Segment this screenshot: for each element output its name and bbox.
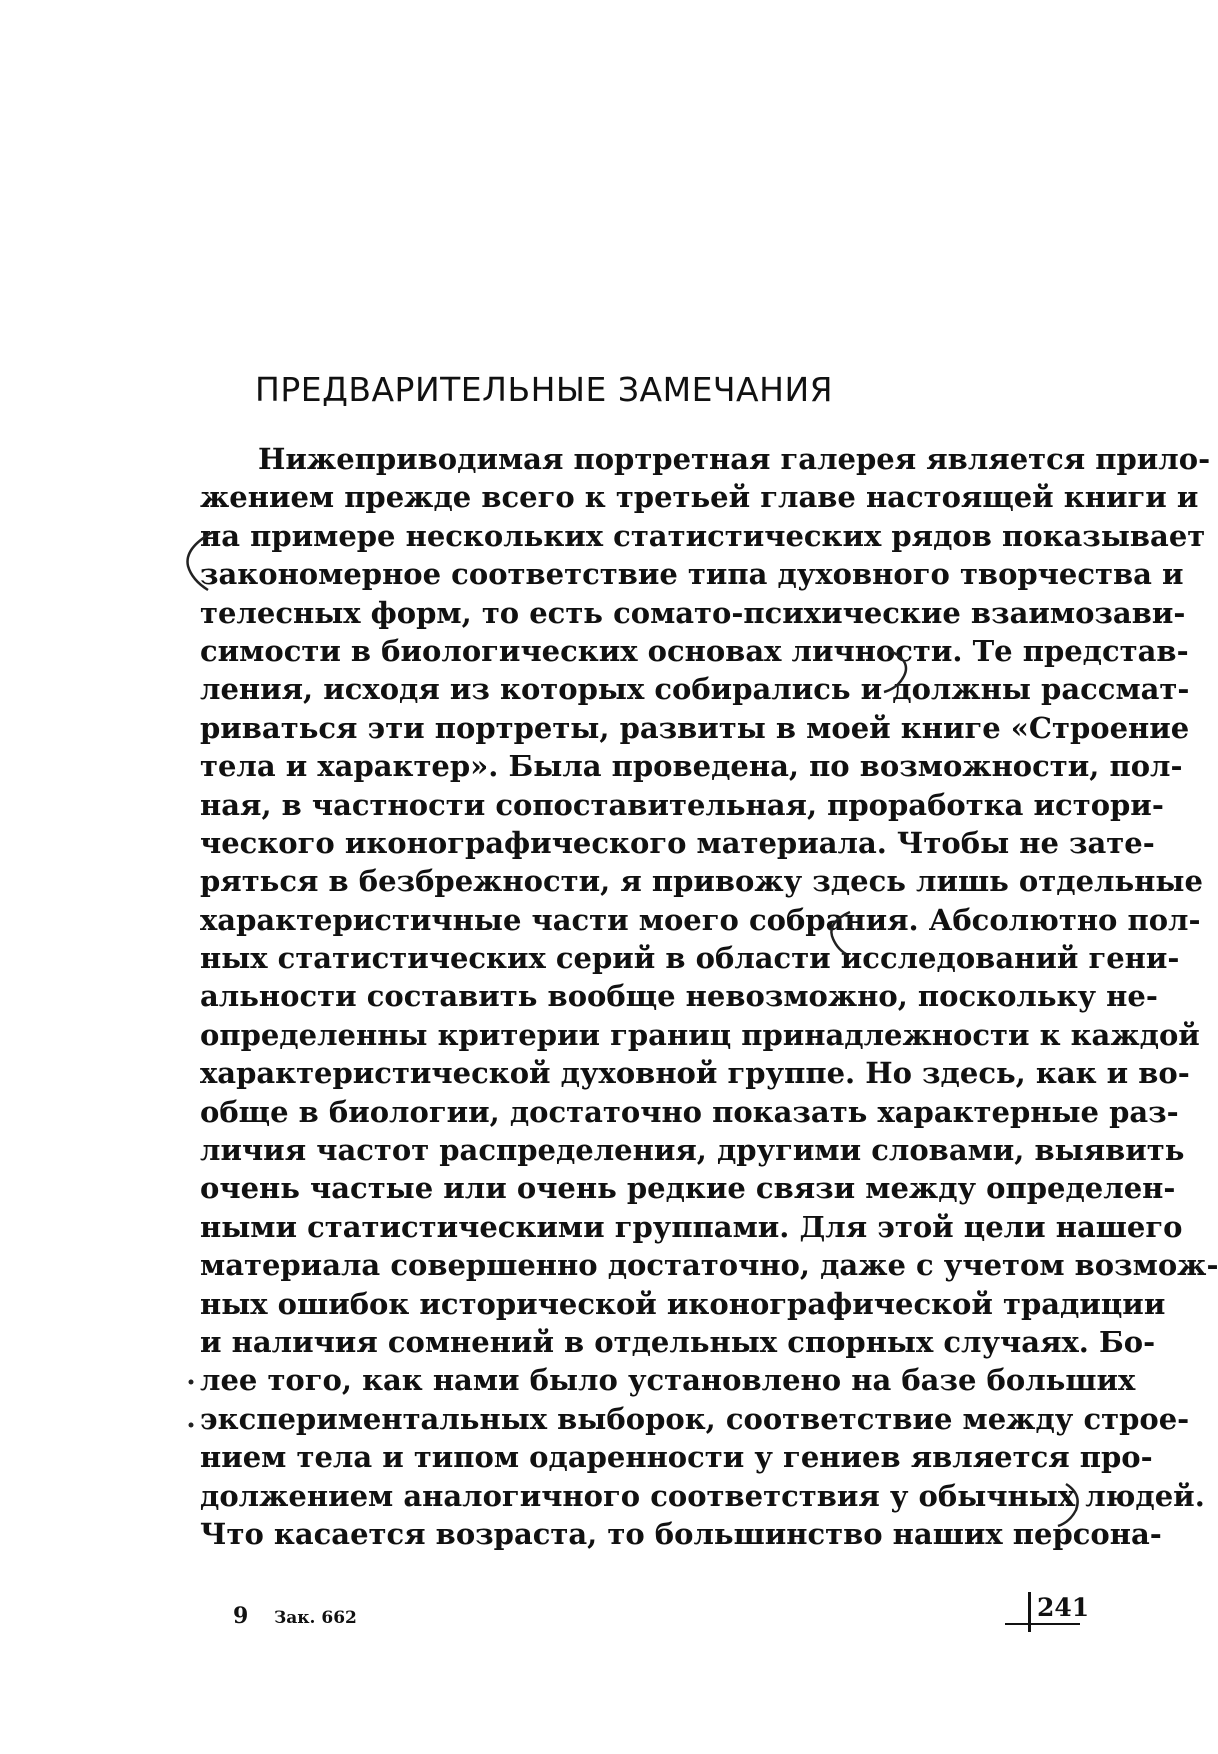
- text-line: телесных форм, то есть сомато-психические взаимозави-: [200, 595, 1186, 630]
- page-number-underline: [1005, 1623, 1080, 1625]
- text-line: альности составить вообще невозможно, поскольку не-: [200, 979, 1158, 1014]
- text-line: нием тела и типом одаренности у гениев является про-: [200, 1440, 1153, 1475]
- text-line: риваться эти портреты, развиты в моей книге «Строение: [200, 710, 1190, 745]
- text-line: ных ошибок исторической иконографической традиции: [200, 1286, 1166, 1321]
- text-line: характеристичные части моего собрания. Абсолютно пол-: [200, 902, 1201, 937]
- text-line: на примере нескольких статистических рядов показывает: [200, 518, 1206, 553]
- body-text: [200, 440, 1218, 1553]
- pencil-dot: [189, 1423, 194, 1428]
- pencil-dot: [189, 1380, 194, 1385]
- text-line: симости в биологических основах личности. Те представ-: [200, 633, 1189, 668]
- text-line: ными статистическими группами. Для этой цели нашего: [200, 1209, 1183, 1244]
- text-line: характеристической духовной группе. Но здесь, как и во-: [200, 1056, 1190, 1091]
- text-line: жением прежде всего к третьей главе настоящей книги и: [200, 480, 1199, 515]
- page-number: 241: [1037, 1593, 1090, 1622]
- text-line: закономерное соответствие типа духовного творчества и: [200, 557, 1184, 592]
- text-line: обще в биологии, достаточно показать характерные раз-: [200, 1094, 1179, 1129]
- text-line: Нижеприводимая портретная галерея является прило-: [258, 442, 1211, 476]
- text-line: материала совершенно достаточно, даже с учетом возмож-: [200, 1248, 1218, 1283]
- signature-code: Зак. 662: [273, 1608, 357, 1628]
- text-line: тела и характер». Была проведена, по возможности, пол-: [200, 749, 1183, 784]
- page-number-mark: [1028, 1592, 1031, 1632]
- text-line: ных статистических серий в области исследований гени-: [200, 941, 1180, 976]
- signature-number: 9: [233, 1603, 249, 1629]
- text-line: лее того, как нами было установлено на базе больших: [200, 1363, 1136, 1398]
- section-heading: ПРЕДВАРИТЕЛЬНЫЕ ЗАМЕЧАНИЯ: [255, 370, 834, 409]
- text-line: экспериментальных выборок, соответствие между строе-: [200, 1401, 1190, 1436]
- text-line: ческого иконографического материала. Чтобы не зате-: [200, 825, 1155, 860]
- text-line: и наличия сомнений в отдельных спорных случаях. Бо-: [200, 1324, 1156, 1359]
- text-line: ления, исходя из которых собирались и должны рассмат-: [200, 672, 1190, 707]
- text-line: ряться в безбрежности, я привожу здесь лишь отдельные: [200, 864, 1203, 899]
- text-line: определенны критерии границ принадлежности к каждой: [200, 1017, 1200, 1052]
- printer-signature: [233, 1603, 357, 1629]
- text-line: личия частот распределения, другими словами, выявить: [200, 1133, 1185, 1168]
- text-line: должением аналогичного соответствия у обычных людей.: [200, 1478, 1205, 1513]
- text-line: Что касается возраста, то большинство наших персона-: [200, 1516, 1162, 1551]
- text-line: очень частые или очень редкие связи между определен-: [200, 1171, 1176, 1206]
- text-line: ная, в частности сопоставительная, проработка истори-: [200, 787, 1164, 822]
